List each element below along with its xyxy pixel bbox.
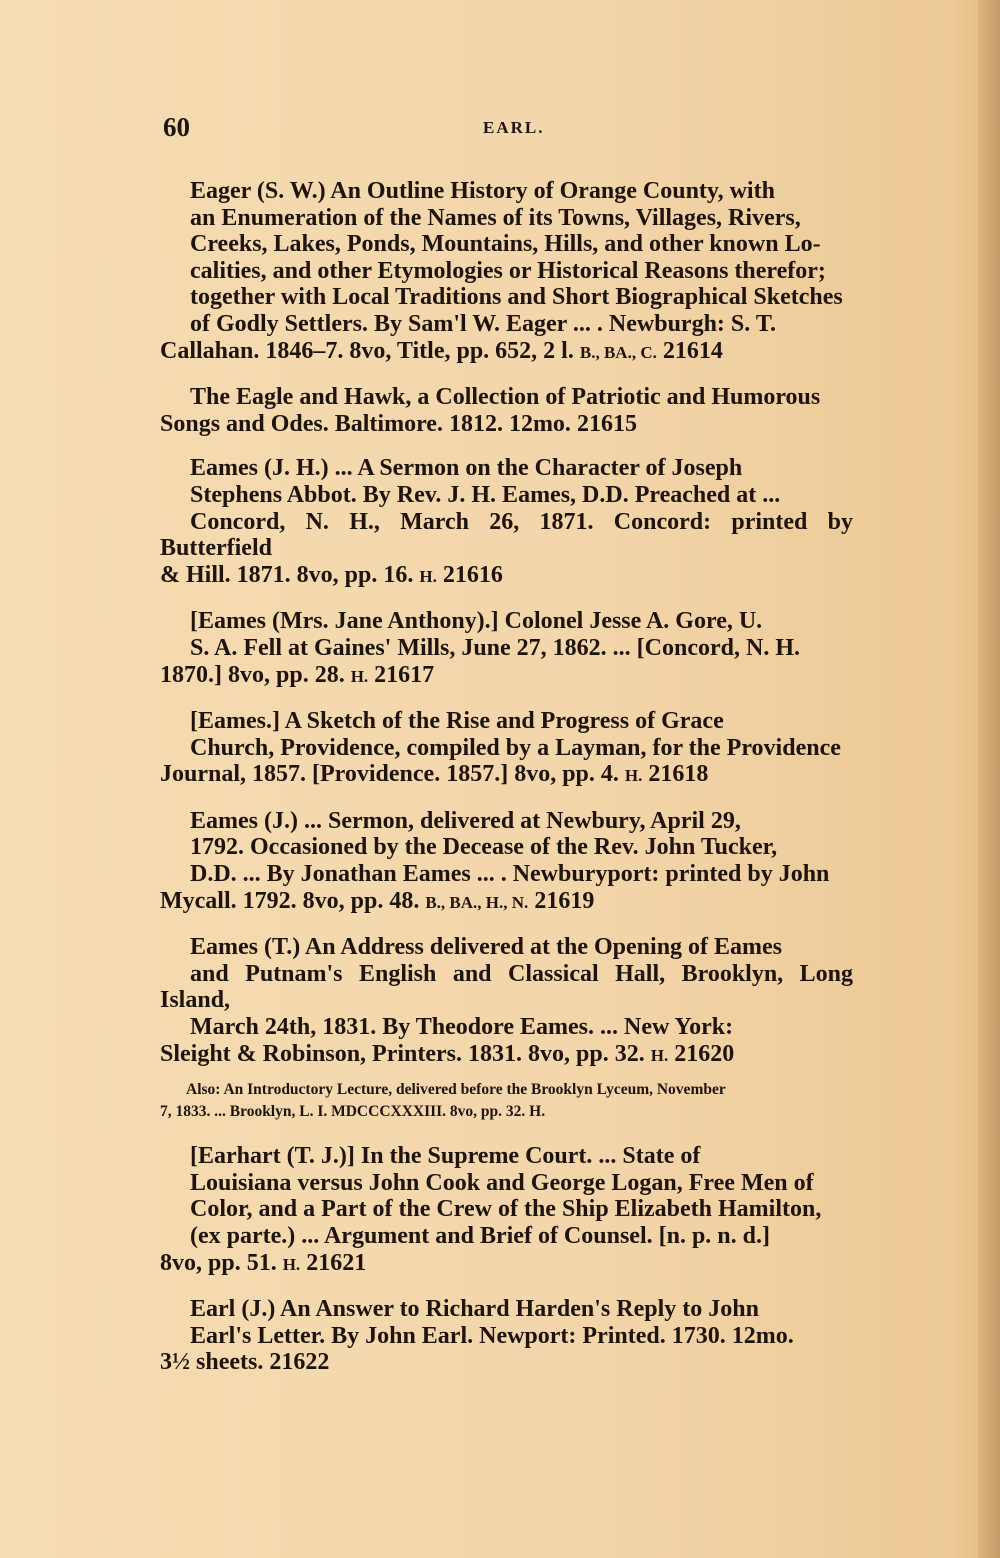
note-line: 7, 1833. ... Brooklyn, L. I. MDCCCXXXIII. 8vo, pp. 32. H.: [160, 1103, 546, 1121]
entry-line: of Godly Settlers. By Sam'l W. Eager ... . Newburgh: S. T.: [190, 310, 777, 337]
entry-number: 21620: [674, 1040, 735, 1067]
entry-locations: H.: [624, 766, 643, 786]
entry-line: 8vo, pp. 51.: [160, 1249, 277, 1276]
catalog-entry: [160, 1143, 853, 1278]
entry-number: 21621: [306, 1249, 367, 1276]
entry-number: 21614: [662, 337, 723, 364]
entry-line: an Enumeration of the Names of its Towns, Villages, Rivers,: [190, 204, 801, 231]
entry-line: together with Local Traditions and Short Biographical Sketches: [190, 284, 843, 311]
entry-line: Callahan. 1846–7. 8vo, Title, pp. 652, 2 l.: [160, 337, 574, 364]
entry-number: 21617: [374, 661, 435, 688]
catalog-entry: [160, 808, 853, 916]
entry-line: Earl's Letter. By John Earl. Newport: Printed. 1730. 12mo.: [190, 1322, 794, 1349]
entry-line: 1870.] 8vo, pp. 28.: [160, 661, 345, 688]
entry-line: & Hill. 1871. 8vo, pp. 16.: [160, 561, 414, 588]
entry-locations: B., BA., H., N.: [425, 892, 529, 912]
entry-line: Concord, N. H., March 26, 1871. Concord: printed by Butterfield: [160, 508, 853, 562]
entry-line: Creeks, Lakes, Ponds, Mountains, Hills, and other known Lo-: [190, 231, 821, 258]
entry-locations: H.: [282, 1254, 301, 1274]
entry-line: and Putnam's English and Classical Hall, Brooklyn, Long Island,: [160, 960, 853, 1014]
catalog-entry: [160, 455, 853, 590]
page-number: 60: [163, 112, 190, 142]
catalog-entry: [160, 384, 853, 437]
entry-locations: H.: [650, 1045, 669, 1065]
entry-line: Mycall. 1792. 8vo, pp. 48.: [160, 887, 420, 914]
entry-line: Eames (J. H.) ... A Sermon on the Character of Joseph: [190, 455, 743, 482]
entry-line: Eames (T.) An Address delivered at the Opening of Eames: [190, 934, 783, 961]
entry-line: Songs and Odes. Baltimore. 1812. 12mo.: [160, 410, 571, 437]
entry-line: [Eames (Mrs. Jane Anthony).] Colonel Jesse A. Gore, U.: [190, 608, 763, 635]
entry-locations: H.: [419, 566, 437, 586]
entry-number: 21619: [534, 887, 595, 914]
entry-line: S. A. Fell at Gaines' Mills, June 27, 1862. ... [Concord, N. H.: [190, 634, 801, 661]
catalog-entry: [160, 608, 853, 690]
entry-number: 21615: [576, 410, 637, 437]
page-header: [163, 112, 853, 152]
entry-number: 21616: [442, 561, 503, 588]
entry-locations: H.: [350, 666, 369, 686]
entry-line: [Earhart (T. J.)] In the Supreme Court. ... State of: [190, 1143, 701, 1170]
running-head: EARL.: [483, 118, 545, 137]
entry-line: Stephens Abbot. By Rev. J. H. Eames, D.D. Preached at ...: [190, 481, 781, 508]
entry-line: (ex parte.) ... Argument and Brief of Counsel. [n. p. n. d.]: [190, 1223, 770, 1249]
entry-line: Journal, 1857. [Providence. 1857.] 8vo, pp. 4.: [160, 761, 619, 788]
catalog-entry: [160, 1296, 853, 1376]
entry-line: Eager (S. W.) An Outline History of Orange County, with: [190, 178, 775, 204]
catalog-entry: [160, 708, 853, 790]
entry-number: 21622: [269, 1349, 330, 1376]
entry-line: 1792. Occasioned by the Decease of the Rev. John Tucker,: [190, 834, 778, 861]
entry-line: 3½ sheets.: [160, 1349, 264, 1376]
note-line: Also: An Introductory Lecture, delivered before the Brooklyn Lyceum, November: [186, 1081, 726, 1099]
catalog-entries: [160, 178, 853, 1394]
catalog-entry: [160, 178, 853, 366]
entry-line: The Eagle and Hawk, a Collection of Patriotic and Humorous: [190, 384, 821, 411]
page-edge-shadow: [978, 0, 1000, 1558]
entry-line: Color, and a Part of the Crew of the Ship Elizabeth Hamilton,: [190, 1196, 822, 1223]
entry-line: Church, Providence, compiled by a Layman, for the Providence: [190, 734, 841, 761]
entry-locations: B., BA., C.: [579, 342, 657, 362]
entry-note: [160, 1079, 853, 1123]
entry-line: [Eames.] A Sketch of the Rise and Progress of Grace: [190, 708, 724, 735]
entry-line: March 24th, 1831. By Theodore Eames. ... New York:: [190, 1014, 734, 1041]
entry-line: D.D. ... By Jonathan Eames ... . Newburyport: printed by John: [190, 861, 830, 888]
entry-line: Sleight & Robinson, Printers. 1831. 8vo, pp. 32.: [160, 1040, 645, 1067]
catalog-entry: [160, 934, 853, 1069]
entry-line: calities, and other Etymologies or Historical Reasons therefor;: [190, 257, 826, 284]
entry-line: Louisiana versus John Cook and George Logan, Free Men of: [190, 1169, 814, 1196]
entry-number: 21618: [648, 761, 709, 788]
entry-line: Earl (J.) An Answer to Richard Harden's Reply to John: [190, 1296, 759, 1323]
entry-line: Eames (J.) ... Sermon, delivered at Newbury, April 29,: [190, 807, 741, 834]
